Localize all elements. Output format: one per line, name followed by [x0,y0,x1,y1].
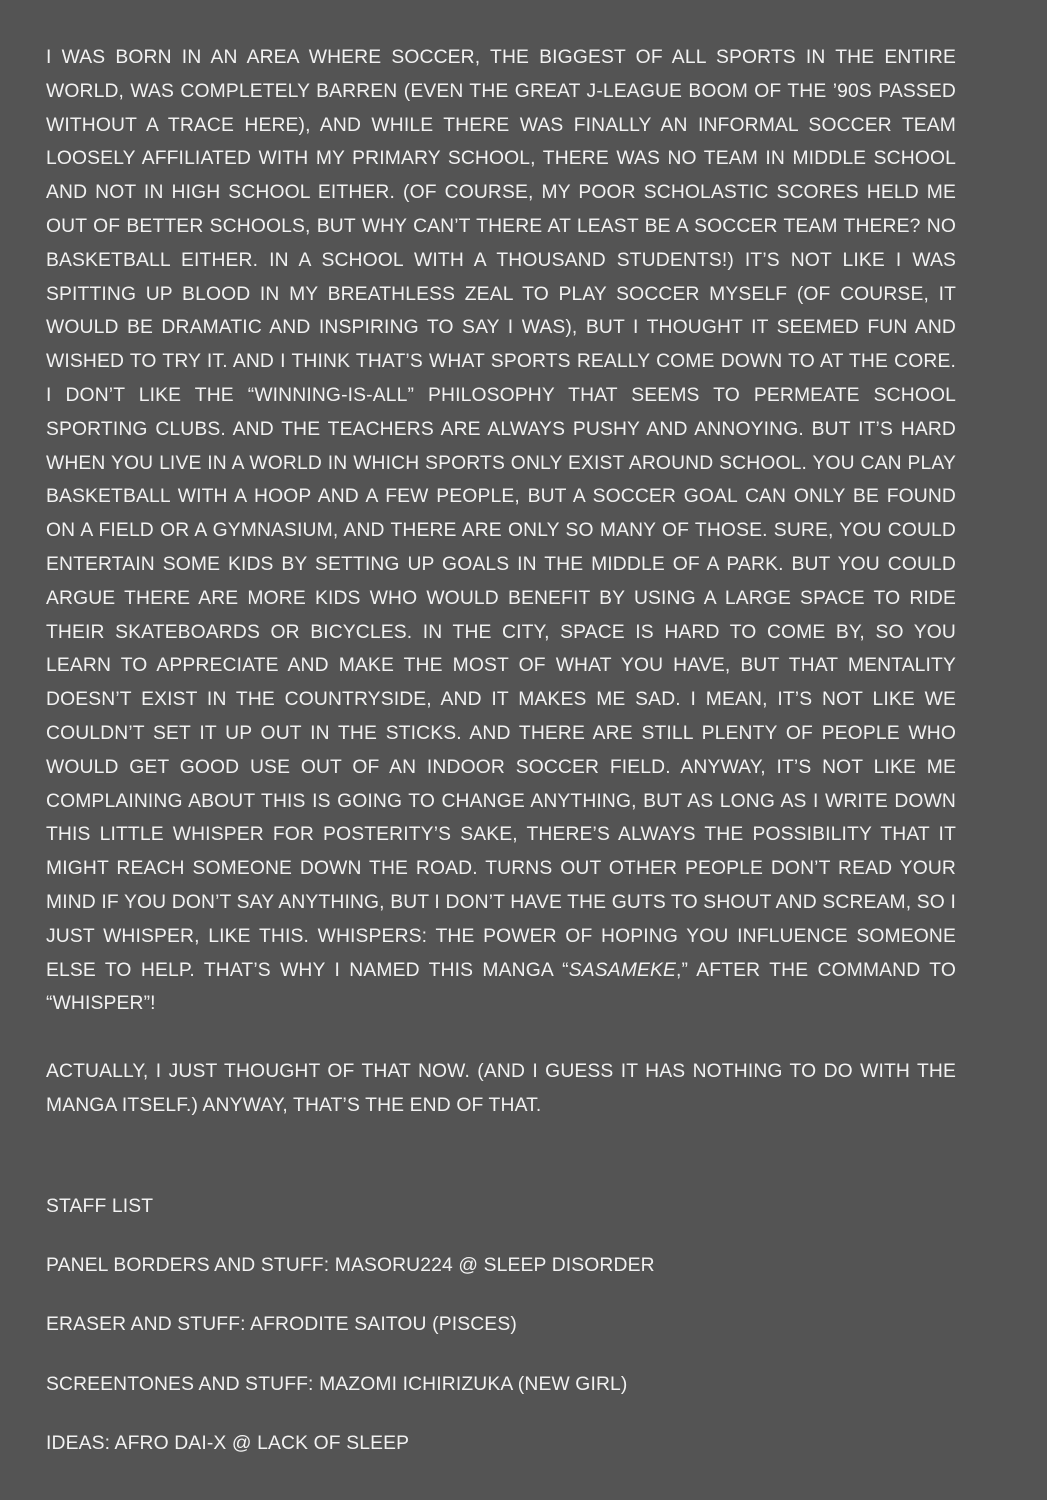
paragraph-1-text: I WAS BORN IN AN AREA WHERE SOCCER, THE BIGGEST OF ALL SPORTS IN THE ENTIRE WORLD, WAS COMPLETELY BARREN (EVEN THE GREAT J-LEAGUE BOOM OF THE ’90S PASSED WITHOUT A TRACE HERE), AND WHILE THERE WAS FINALLY AN INFORMAL SOCCER TEAM LOOSELY AFFILIATED WITH MY PRIMARY SCHOOL, THERE WAS NO TEAM IN MIDDLE SCHOOL AND NOT IN HIGH SCHOOL EITHER. (OF COURSE, MY POOR SCHOLASTIC SCORES HELD ME OUT OF BETTER SCHOOLS, BUT WHY CAN’T THERE AT LEAST BE A SOCCER TEAM THERE? NO BASKETBALL EITHER. IN A SCHOOL WITH A THOUSAND STUDENTS!) IT’S NOT LIKE I WAS SPITTING UP BLOOD IN MY BREATHLESS ZEAL TO PLAY SOCCER MYSELF (OF COURSE, IT WOULD BE DRAMATIC AND INSPIRING TO SAY I WAS), BUT I THOUGHT IT SEEMED FUN AND WISHED TO TRY IT. AND I THINK THAT’S WHAT SPORTS REALLY COME DOWN TO AT THE CORE. I DON’T LIKE THE “WINNING-IS-ALL” PHILOSOPHY THAT SEEMS TO PERMEATE SCHOOL SPORTING CLUBS. AND THE TEACHERS ARE ALWAYS PUSHY AND ANNOYING. BUT IT’S HARD WHEN YOU LIVE IN A WORLD IN WHICH SPORTS ONLY EXIST AROUND SCHOOL. YOU CAN PLAY BASKETBALL WITH A HOOP AND A FEW PEOPLE, BUT A SOCCER GOAL CAN ONLY BE FOUND ON A FIELD OR A GYMNASIUM, AND THERE ARE ONLY SO MANY OF THOSE. SURE, YOU COULD ENTERTAIN SOME KIDS BY SETTING UP GOALS IN THE MIDDLE OF A PARK. BUT YOU COULD ARGUE THERE ARE MORE KIDS WHO WOULD BENEFIT BY USING A LARGE SPACE TO RIDE THEIR SKATEBOARDS OR BICYCLES. IN THE CITY, SPACE IS HARD TO COME BY, SO YOU LEARN TO APPRECIATE AND MAKE THE MOST OF WHAT YOU HAVE, BUT THAT MENTALITY DOESN’T EXIST IN THE COUNTRYSIDE, AND IT MAKES ME SAD. I MEAN, IT’S NOT LIKE WE COULDN’T SET IT UP OUT IN THE STICKS. AND THERE ARE STILL PLENTY OF PEOPLE WHO WOULD GET GOOD USE OUT OF AN INDOOR SOCCER FIELD. ANYWAY, IT’S NOT LIKE ME COMPLAINING ABOUT THIS IS GOING TO CHANGE ANYTHING, BUT AS LONG AS I WRITE DOWN THIS LITTLE WHISPER FOR POSTERITY’S SAKE, THERE’S ALWAYS THE POSSIBILITY THAT IT MIGHT REACH SOMEONE DOWN THE ROAD. TURNS OUT OTHER PEOPLE DON’T READ YOUR MIND IF YOU DON’T SAY ANYTHING, BUT I DON’T HAVE THE GUTS TO SHOUT AND SCREAM, SO I JUST WHISPER, LIKE THIS. WHISPERS: THE POWER OF HOPING YOU INFLUENCE SOMEONE ELSE TO HELP. THAT’S WHY I NAMED THIS MANGA “ [46,47,956,981]
staff-list [46,1190,956,1486]
staff-entry-eraser: ERASER AND STUFF: AFRODITE SAITOU (PISCES) [46,1314,517,1336]
afterword-paragraph-2: ACTUALLY, I JUST THOUGHT OF THAT NOW. (AND I GUESS IT HAS NOTHING TO DO WITH THE MANGA ITSELF.) ANYWAY, THAT’S THE END OF THAT. [46,1060,956,1116]
afterword-text [46,41,956,1123]
staff-entry-panel-borders: PANEL BORDERS AND STUFF: MASORU224 @ SLEEP DISORDER [46,1255,655,1277]
staff-entry-ideas: IDEAS: AFRO DAI-X @ LACK OF SLEEP [46,1432,410,1454]
afterword-paragraph-1 [46,41,956,1021]
manga-title: SASAMEKE [568,959,676,981]
staff-entry-screentones: SCREENTONES AND STUFF: MAZOMI ICHIRIZUKA (NEW GIRL) [46,1373,628,1395]
paragraph-1-ending: ,” AFTER THE COMMAND TO “WHISPER”! [46,959,956,1015]
staff-list-heading: STAFF LIST [46,1196,154,1217]
